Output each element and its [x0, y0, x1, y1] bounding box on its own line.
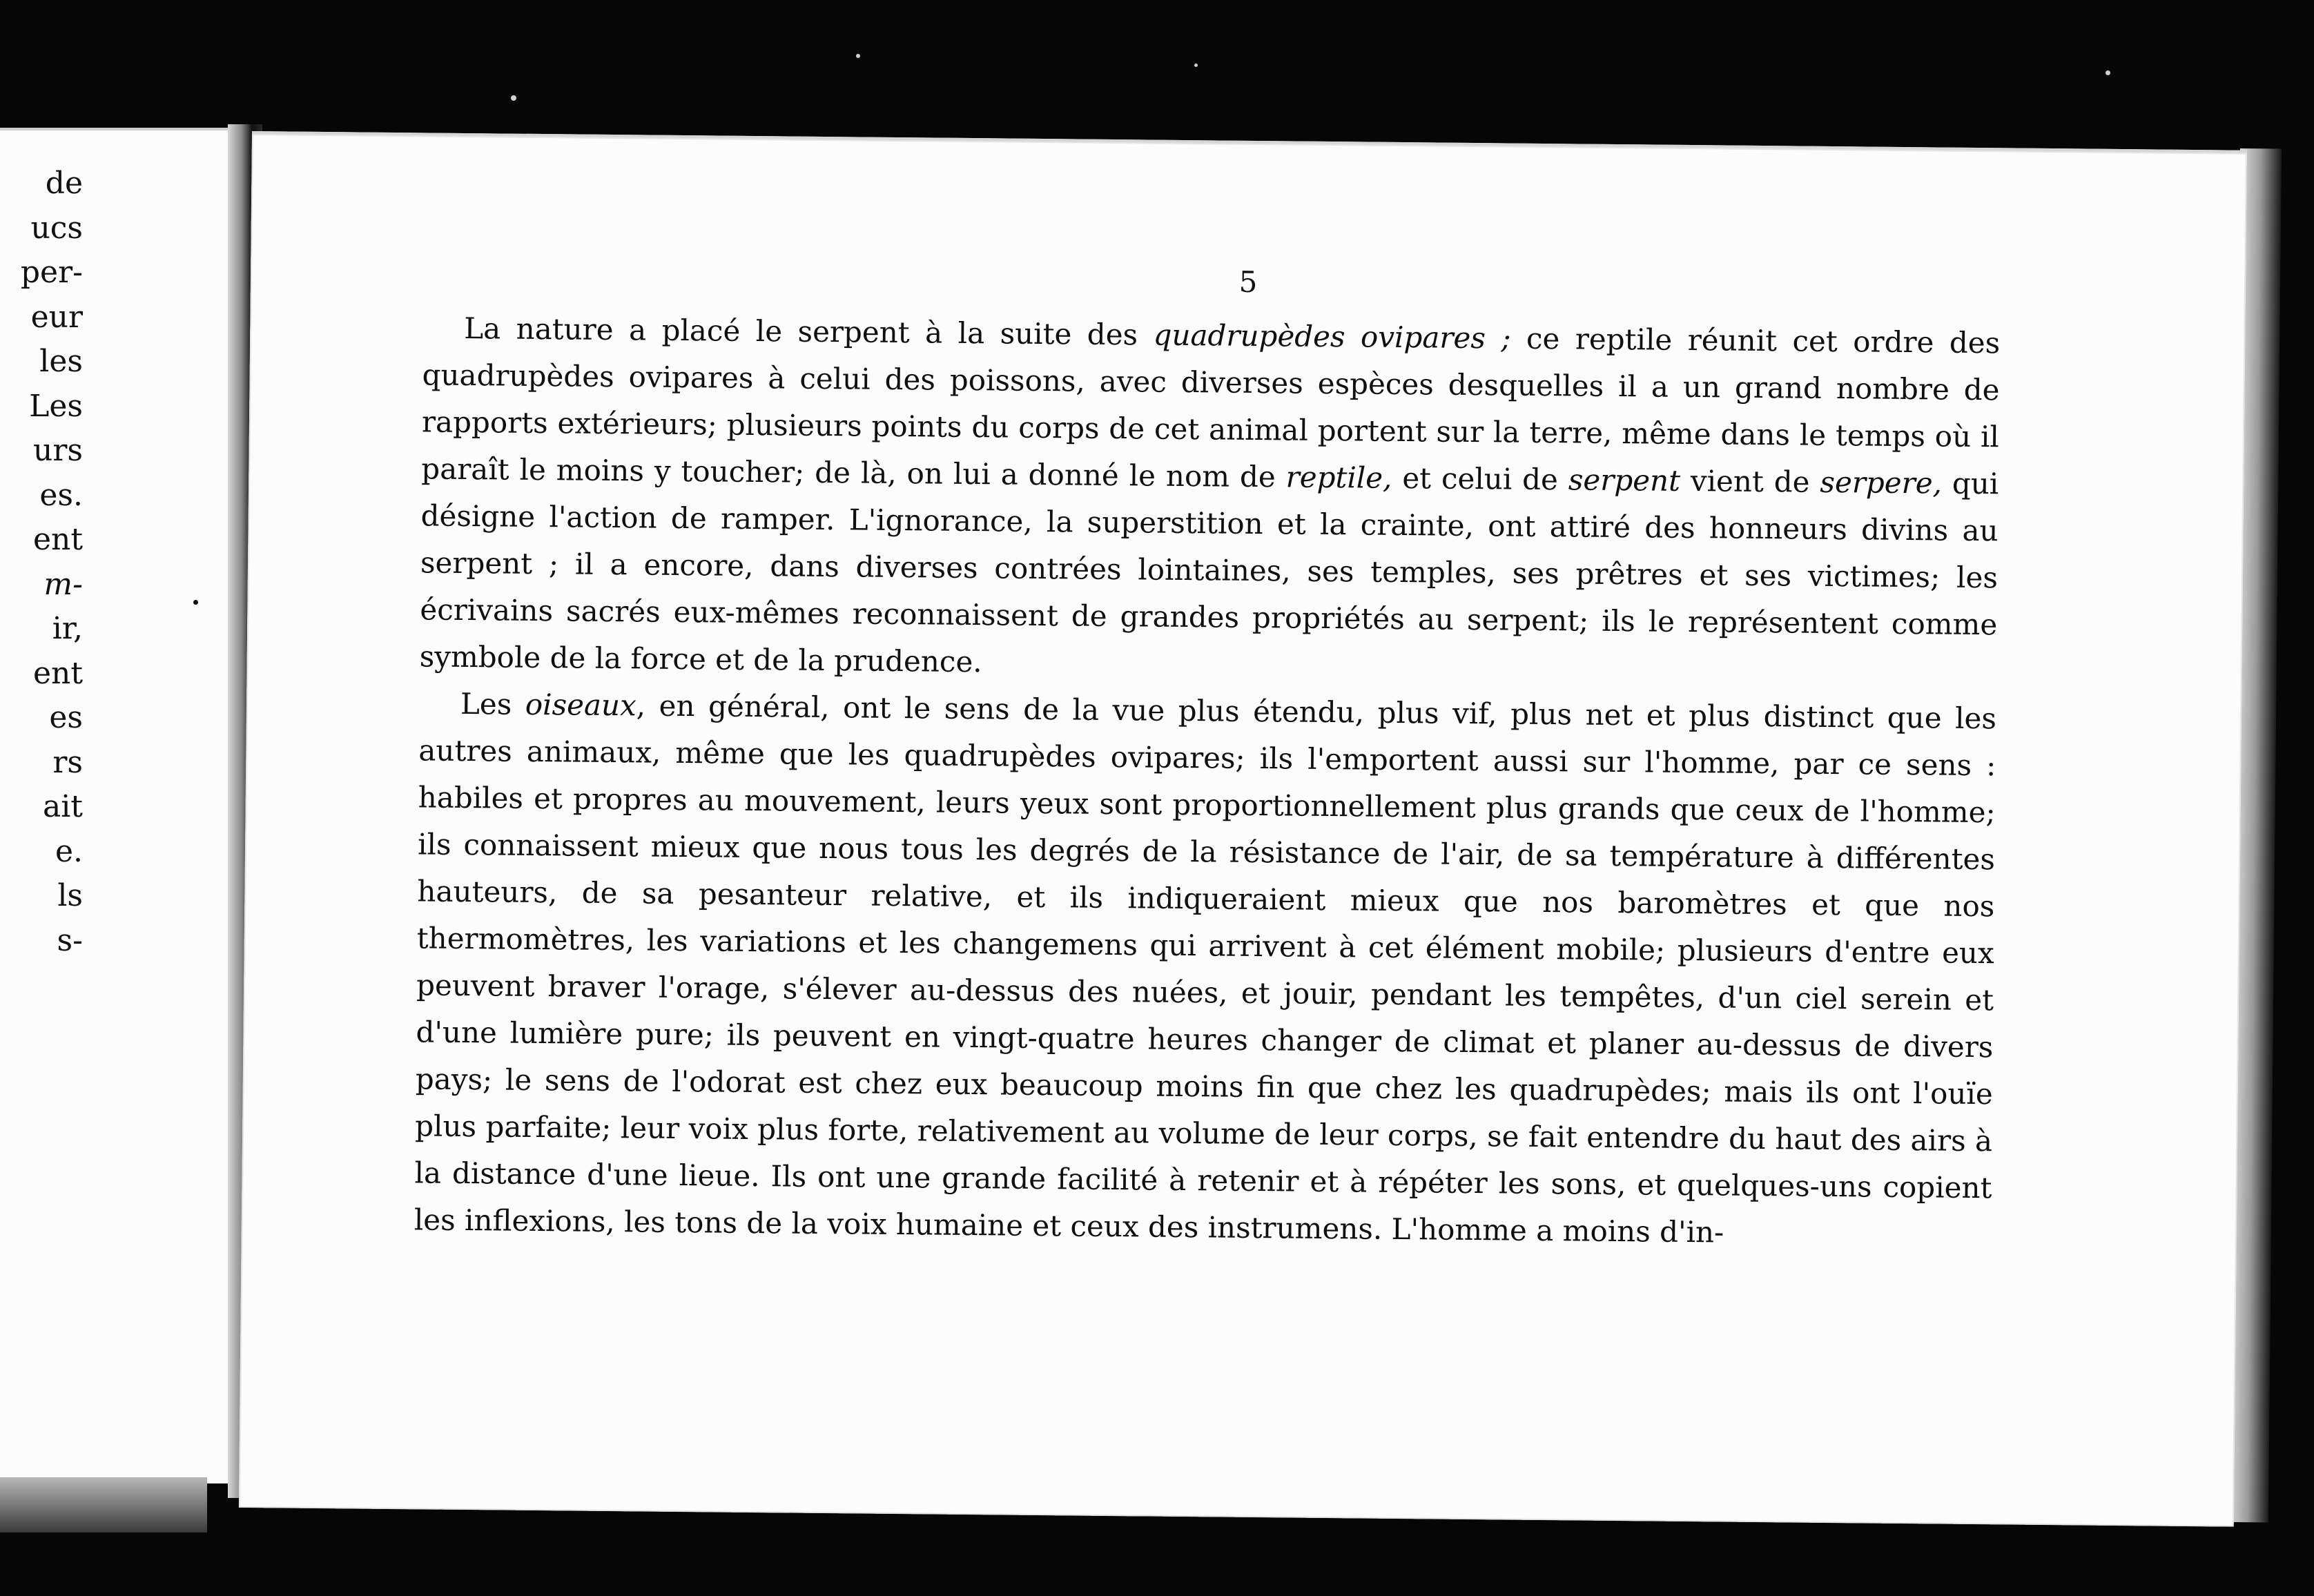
previous-page-line-ending: m- [43, 566, 83, 602]
previous-page-line-ending: per- [20, 255, 83, 290]
previous-page-line-ending: les [39, 344, 83, 379]
text-run: Les [460, 686, 526, 721]
text-run: qui désigne l'action de ramper. L'ignorance, la superstition et la crainte, ont attiré des honneurs divins au serpent ; il a encore, dans diverses contrées lointaines, ses temples, ses prêtres et ses victimes; les écrivains sacrés eux-mêmes reconnaissent de grandes propriétés au serpent; ils le représentent comme symbole de la force et de la prudence. [419, 466, 1999, 679]
previous-page-line-ending: ir, [52, 611, 83, 646]
text-run: et celui de [1392, 460, 1569, 497]
previous-page-bottom-edge [0, 1477, 207, 1532]
text-run: , en général, ont le sens de la vue plus étendu, plus vif, plus net et plus distinct que les autres animaux, même que les quadrupèdes ovipares; ils l'emportent aussi sur l'homme, par ce sens : habiles et propres au mouvement, leurs yeux sont proportionnellement plus grands que ceux de l'homme; ils connaissent mieux que nous tous les degrés de la résistance de l'air, de sa température à différentes hauteurs, de sa pesanteur relative, et ils indiqueraient mieux que nos baromètres et que nos thermomètres, les variations et les changemens qui arrivent à cet élément mobile; plusieurs d'entre eux peuvent braver l'orage, s'élever au-dessus des nuées, et jouir, pendant les tempêtes, d'un ciel serein et d'une lumière pure; ils peuvent en vingt-quatre heures changer de climat et planer au-dessus de divers pays; le sens de l'odorat est chez eux beaucoup moins fin que chez les quadrupèdes; mais ils ont l'ouïe plus parfaite; leur voix plus forte, relativement au volume de leur corps, se fait entendre du haut des airs à la distance d'une lieue. Ils ont une grande facilité à retenir et à répéter les sons, et quelques-uns copient les inflexions, les tons de la voix humaine et ceux des instrumens. L'homme a moins d'in- [414, 688, 1997, 1249]
italic-term: reptile, [1285, 460, 1392, 495]
previous-page-line-ending: ait [43, 789, 83, 824]
dust-speck [2106, 70, 2110, 75]
previous-page-line-ending: rs [52, 744, 83, 780]
page-number: 5 [1238, 264, 1258, 299]
previous-page-line-ending: es [49, 700, 83, 735]
dust-speck [511, 95, 516, 101]
previous-page-line-ending: ent [32, 522, 83, 557]
previous-page-line-ending: ent [32, 655, 83, 691]
previous-page-line-ending: s- [57, 922, 83, 958]
italic-term: serpent [1568, 463, 1681, 498]
book-page [239, 131, 2247, 1527]
dust-speck [193, 600, 198, 605]
italic-term: serpere, [1820, 465, 1943, 500]
previous-page-fragment [0, 128, 249, 1483]
previous-page-line-ending: eur [30, 299, 83, 335]
previous-page-line-ending: Les [29, 388, 83, 424]
previous-page-line-ending: ucs [30, 210, 83, 246]
italic-term: oiseaux [525, 687, 637, 723]
dust-speck [856, 54, 860, 58]
text-run: La nature a placé le serpent à la suite des [464, 311, 1154, 352]
italic-term: quadrupèdes ovipares ; [1153, 318, 1511, 356]
paragraph [419, 304, 2000, 695]
previous-page-line-ending: de [45, 166, 83, 201]
text-run: ce reptile réunit cet ordre des quadrupèdes ovipares à celui des poissons, avec diverses espèces desquelles il a un grand nombre de rapports extérieurs; plusieurs points du corps de cet animal portent sur la terre, même dans le temps où il paraît le moins y toucher; de là, on lui a donné le nom de [421, 321, 2001, 494]
text-run: vient de [1680, 463, 1820, 499]
previous-page-line-ending: ls [57, 878, 83, 913]
paragraph [414, 680, 1997, 1258]
previous-page-line-ending: urs [33, 433, 83, 468]
dust-speck [1194, 64, 1198, 67]
page-body-text [414, 304, 2001, 1258]
previous-page-line-ending: es. [39, 477, 83, 513]
previous-page-line-ending: e. [55, 833, 83, 869]
